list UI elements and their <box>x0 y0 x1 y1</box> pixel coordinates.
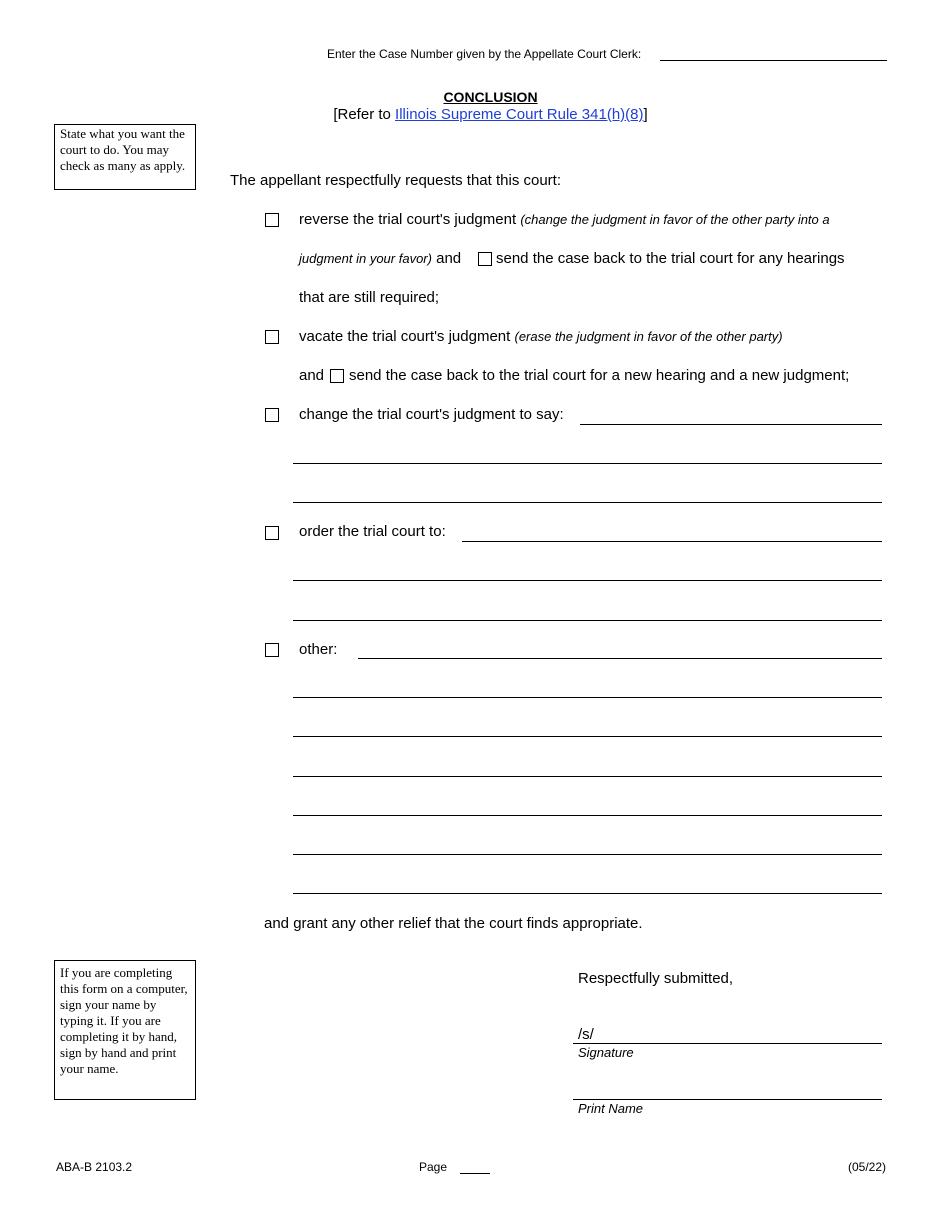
change-field-line-3[interactable] <box>293 502 882 503</box>
signature-instruction-text: If you are completing this form on a computer, sign your name by typing it. If you are completing it by hand, sign by hand and print your name. <box>60 965 188 1076</box>
other-field-line-3[interactable] <box>293 736 882 737</box>
vacate-remand-label: send the case back to the trial court for a new hearing and a new judgment; <box>349 367 850 384</box>
instruction-box <box>54 124 196 190</box>
case-number-label: Enter the Case Number given by the Appellate Court Clerk: <box>327 47 642 61</box>
change-field-line-2[interactable] <box>293 463 882 464</box>
vacate-and: and <box>299 367 325 384</box>
signature-prefix: /s/ <box>578 1026 594 1043</box>
reverse-remand-checkbox[interactable] <box>478 252 492 266</box>
reverse-label: reverse the trial court's judgment <box>299 211 517 228</box>
order-checkbox[interactable] <box>265 526 279 540</box>
reverse-remand-label-cont: that are still required; <box>299 289 440 306</box>
other-field-line-5[interactable] <box>293 815 882 816</box>
change-checkbox[interactable] <box>265 408 279 422</box>
signature-field[interactable] <box>573 1043 882 1044</box>
rule-reference-suffix: ] <box>643 106 648 123</box>
vacate-hint: (erase the judgment in favor of the other party) <box>514 329 783 344</box>
signature-label: Signature <box>578 1045 634 1060</box>
order-label: order the trial court to: <box>299 523 446 540</box>
change-field-line-1[interactable] <box>580 424 882 425</box>
rule-link[interactable]: Illinois Supreme Court Rule 341(h)(8) <box>395 106 644 123</box>
instruction-text: State what you want the court to do. You may check as many as apply. <box>60 126 186 173</box>
closing-text: and grant any other relief that the court finds appropriate. <box>264 915 643 932</box>
vacate-checkbox[interactable] <box>265 330 279 344</box>
reverse-remand-label: send the case back to the trial court for any hearings <box>496 250 845 267</box>
reverse-hint: (change the judgment in favor of the other party into a <box>520 212 830 227</box>
rule-reference-prefix: [Refer to <box>333 106 396 123</box>
page-label: Page <box>419 1160 448 1174</box>
order-field-line-2[interactable] <box>293 580 882 581</box>
vacate-label: vacate the trial court's judgment <box>299 328 511 345</box>
print-name-field[interactable] <box>573 1099 882 1100</box>
order-field-line-3[interactable] <box>293 620 882 621</box>
other-field-line-4[interactable] <box>293 776 882 777</box>
vacate-remand-checkbox[interactable] <box>330 369 344 383</box>
order-field-line-1[interactable] <box>462 541 882 542</box>
respectfully-submitted: Respectfully submitted, <box>578 970 734 987</box>
reverse-option <box>299 211 830 229</box>
change-label: change the trial court's judgment to say: <box>299 406 564 423</box>
other-field-line-1[interactable] <box>358 658 882 659</box>
case-number-field[interactable] <box>660 60 887 61</box>
page-number-field[interactable] <box>460 1173 490 1174</box>
other-field-line-7[interactable] <box>293 893 882 894</box>
vacate-option <box>299 328 783 346</box>
signature-instruction-box <box>54 960 196 1100</box>
other-label: other: <box>299 641 338 658</box>
reverse-and: and <box>436 250 462 267</box>
other-field-line-6[interactable] <box>293 854 882 855</box>
print-name-label: Print Name <box>578 1101 644 1116</box>
page-title: CONCLUSION <box>443 89 538 105</box>
reverse-option-line2 <box>299 250 461 268</box>
other-field-line-2[interactable] <box>293 697 882 698</box>
other-checkbox[interactable] <box>265 643 279 657</box>
reverse-hint-cont: judgment in your favor) <box>299 251 432 266</box>
intro-text: The appellant respectfully requests that this court: <box>230 172 562 189</box>
reverse-checkbox[interactable] <box>265 213 279 227</box>
form-id: ABA-B 2103.2 <box>56 1160 133 1174</box>
rule-reference <box>0 106 950 123</box>
revision-date: (05/22) <box>848 1160 887 1174</box>
